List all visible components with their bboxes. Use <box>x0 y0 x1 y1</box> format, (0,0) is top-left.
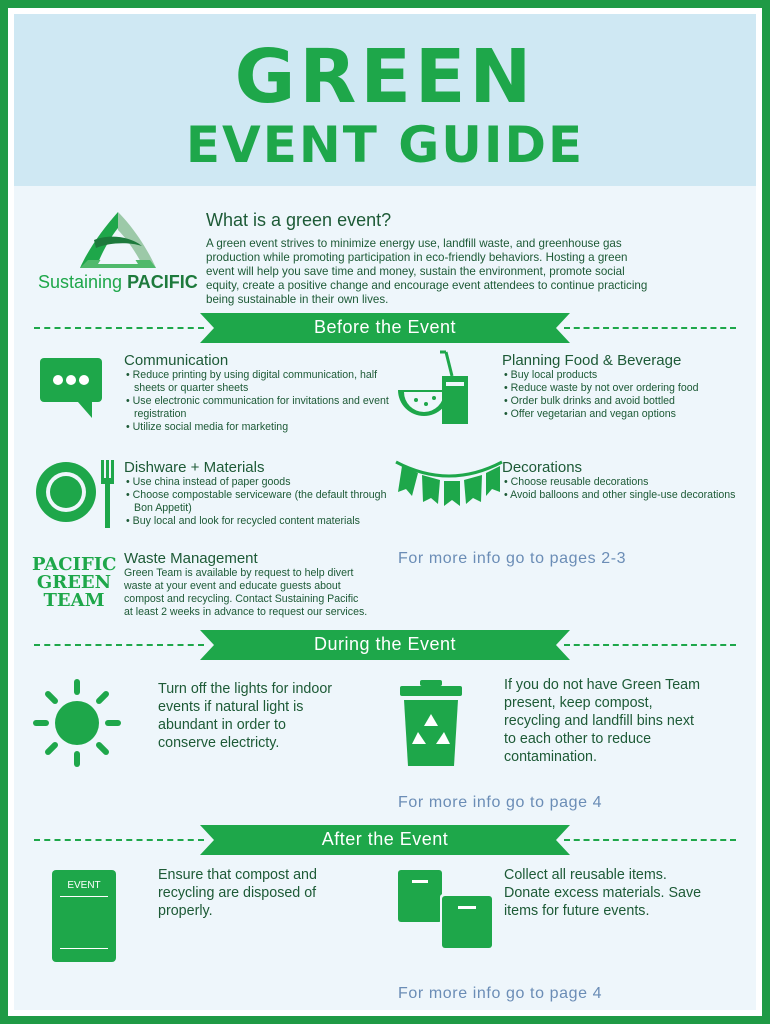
dishware-title: Dishware + Materials <box>124 459 265 476</box>
intro-line: A green event strives to minimize energy use, landfill waste, and greenhouse gas <box>206 237 622 250</box>
divider-right <box>564 644 736 646</box>
waste-section <box>124 550 404 619</box>
bins-line: If you do not have Green Team <box>504 677 701 693</box>
chat-bubble-icon <box>36 354 106 424</box>
waste-line: waste at your event and educate guests about <box>124 580 341 592</box>
list-item: • Buy local products <box>502 369 742 382</box>
event-sign-icon <box>52 870 116 962</box>
reuse-tip <box>504 866 744 920</box>
compost-line: Ensure that compost and <box>158 867 317 883</box>
list-item: • Use china instead of paper goods <box>124 476 394 489</box>
title-line-2: EVENT GUIDE <box>185 116 585 174</box>
lights-line: events if natural light is <box>158 699 304 715</box>
waste-title: Waste Management <box>124 550 258 567</box>
lights-line: abundant in order to <box>158 717 286 733</box>
bunting-icon <box>394 456 504 516</box>
sun-icon <box>32 678 122 768</box>
communication-section <box>124 352 394 434</box>
before-more-info: For more info go to pages 2-3 <box>398 550 627 567</box>
lights-tip <box>158 680 388 752</box>
divider-left <box>34 644 204 646</box>
before-event-title: Before the Event <box>313 317 457 337</box>
divider-right <box>564 327 736 329</box>
during-event-title: During the Event <box>313 634 457 654</box>
logo-word-pacific: PACIFIC <box>127 272 198 292</box>
page-frame <box>8 8 762 1016</box>
list-item: • Offer vegetarian and vegan options <box>502 408 742 421</box>
lights-line: conserve electricty. <box>158 735 280 751</box>
bins-line: to each other to reduce <box>504 731 652 747</box>
reuse-line: Donate excess materials. Save <box>504 885 702 901</box>
divider-right <box>564 839 736 841</box>
bins-tip <box>504 676 744 766</box>
list-item: • Use electronic communication for invitations and event registration <box>124 395 394 421</box>
bins-line: present, keep compost, <box>504 695 653 711</box>
intro-line: event will help you save time and money, sustain the environment, promote social <box>206 265 625 278</box>
list-item: • Reduce waste by not over ordering food <box>502 382 742 395</box>
waste-line: compost and recycling. Contact Sustaining Pacific <box>124 593 359 605</box>
intro-line: equity, create a positive change and encourage event attendees to continue practicing <box>206 279 648 292</box>
logo-word-sustaining: Sustaining <box>38 272 123 292</box>
waste-line: at least 2 weeks in advance to request our services. <box>124 606 368 618</box>
after-event-title: After the Event <box>321 829 449 849</box>
sustaining-pacific-logo <box>38 210 198 300</box>
intro-section <box>206 210 746 307</box>
intro-line: being sustainable in their own lives. <box>206 293 389 306</box>
compost-tip <box>158 866 388 920</box>
plate-fork-icon <box>34 456 114 530</box>
decorations-title: Decorations <box>502 459 583 476</box>
decorations-section <box>502 459 742 502</box>
compost-line: recycling are disposed of <box>158 885 317 901</box>
page <box>14 14 756 1010</box>
during-more-info: For more info go to page 4 <box>398 794 603 811</box>
team-logo-line: TEAM <box>43 590 105 611</box>
list-item: • Avoid balloons and other single-use decorations <box>502 489 742 502</box>
reuse-line: items for future events. <box>504 903 650 919</box>
watermelon-drink-icon <box>394 348 474 428</box>
intro-line: production while promoting participation in eco-friendly behaviors. Hosting a green <box>206 251 628 264</box>
storage-boxes-icon <box>398 870 498 950</box>
recycle-bin-icon <box>398 678 464 768</box>
triangle-logo-icon <box>38 210 198 272</box>
list-item: • Buy local and look for recycled content materials <box>124 515 394 528</box>
reuse-line: Collect all reusable items. <box>504 867 667 883</box>
lights-line: Turn off the lights for indoor <box>158 681 333 697</box>
during-event-banner <box>200 630 570 660</box>
pacific-green-team-logo <box>32 556 116 610</box>
divider-left <box>34 327 204 329</box>
compost-line: properly. <box>158 903 213 919</box>
list-item: • Choose compostable serviceware (the default through Bon Appetit) <box>124 489 394 515</box>
communication-title: Communication <box>124 352 229 369</box>
intro-heading: What is a green event? <box>206 210 392 230</box>
list-item: • Reduce printing by using digital communication, half sheets or quarter sheets <box>124 369 394 395</box>
event-sign-label: EVENT <box>67 880 101 891</box>
food-title: Planning Food & Beverage <box>502 352 682 369</box>
dishware-section <box>124 459 394 528</box>
intro-paragraph <box>206 237 746 307</box>
bins-line: recycling and landfill bins next <box>504 713 694 729</box>
after-more-info: For more info go to page 4 <box>398 985 603 1002</box>
team-logo-line: GREEN <box>36 572 112 593</box>
before-event-banner <box>200 313 570 343</box>
title-line-1: GREEN <box>234 34 536 120</box>
after-event-banner <box>200 825 570 855</box>
title-header <box>14 14 756 186</box>
food-section <box>502 352 742 421</box>
list-item: • Utilize social media for marketing <box>124 421 394 434</box>
team-logo-line: PACIFIC <box>32 554 117 575</box>
list-item: • Choose reusable decorations <box>502 476 742 489</box>
waste-line: Green Team is available by request to help divert <box>124 567 354 579</box>
list-item: • Order bulk drinks and avoid bottled <box>502 395 742 408</box>
divider-left <box>34 839 204 841</box>
bins-line: contamination. <box>504 749 597 765</box>
